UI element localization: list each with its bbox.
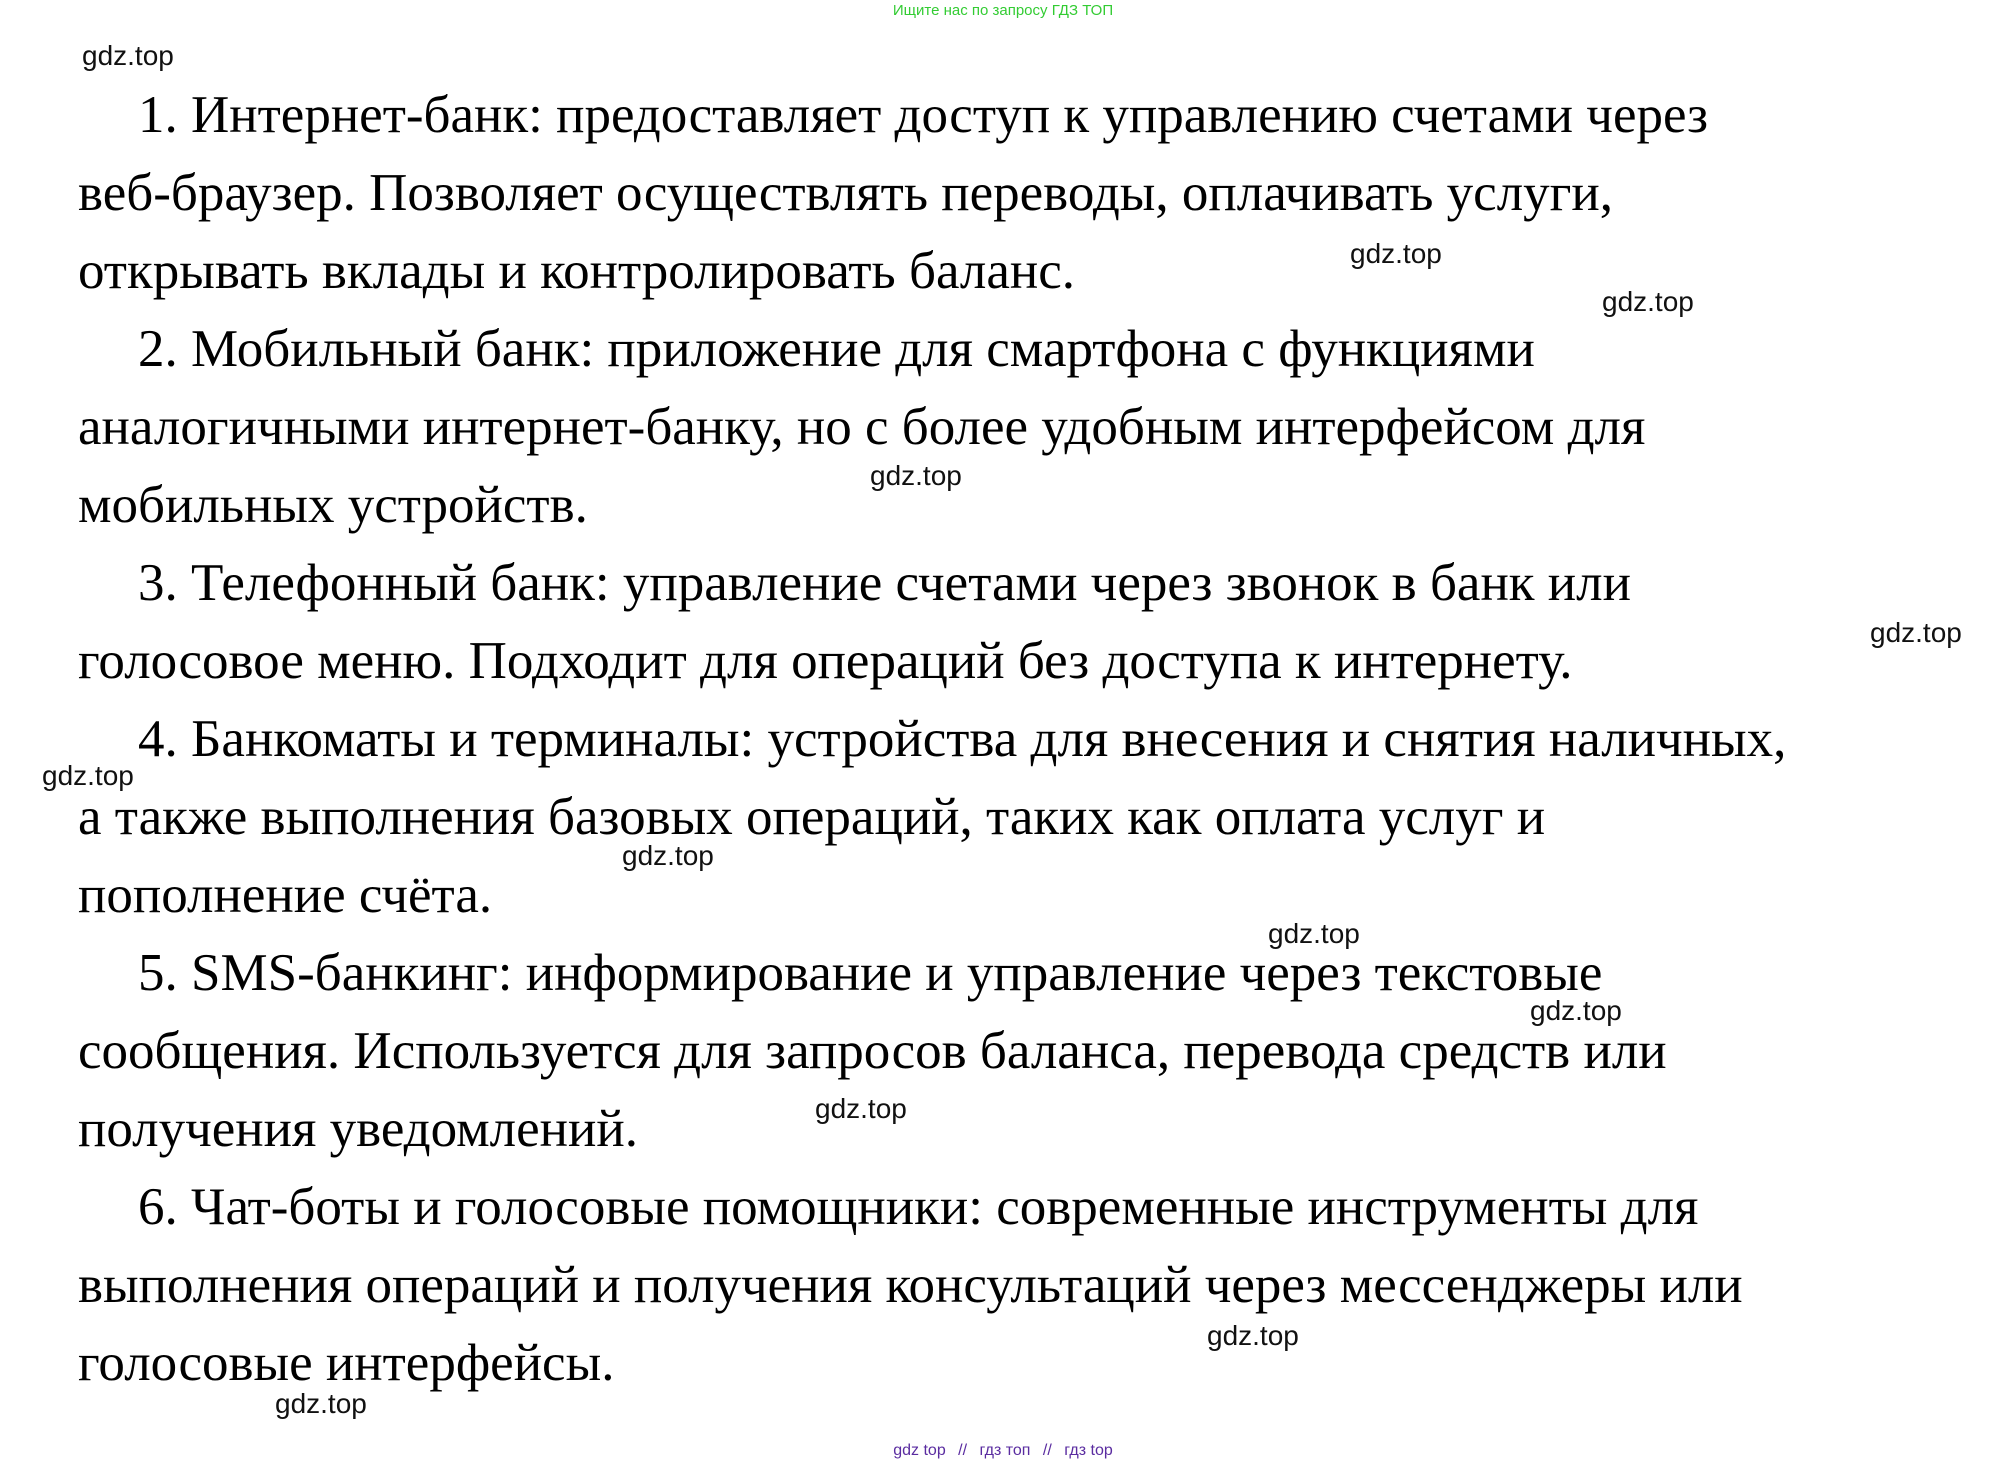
item-line: открывать вклады и контролировать баланс. bbox=[78, 242, 1076, 300]
list-item bbox=[78, 76, 1958, 310]
item-line: веб-браузер. Позволяет осуществлять переводы, оплачивать услуги, bbox=[78, 164, 1614, 222]
list-item bbox=[78, 1168, 1958, 1402]
watermark: gdz.top bbox=[1207, 1320, 1299, 1351]
footer bbox=[0, 1442, 2006, 1460]
top-banner: Ищите нас по запросу ГДЗ ТОП bbox=[892, 2, 1114, 19]
list-item bbox=[78, 544, 1958, 700]
watermark: gdz.top bbox=[1602, 286, 1694, 317]
list-item bbox=[78, 310, 1958, 544]
answer-text bbox=[78, 76, 1958, 1402]
item-line: 3. Телефонный банк: управление счетами через звонок в банк или bbox=[138, 554, 1631, 612]
footer-link[interactable]: гдз top bbox=[1064, 1442, 1113, 1459]
item-line: аналогичными интернет-банку, но с более удобным интерфейсом для bbox=[78, 398, 1646, 456]
watermark: gdz.top bbox=[622, 840, 714, 871]
watermark: gdz.top bbox=[42, 760, 134, 791]
footer-link[interactable]: гдз топ bbox=[979, 1442, 1031, 1459]
watermark: gdz.top bbox=[1350, 238, 1442, 269]
item-line: мобильных устройств. bbox=[78, 476, 588, 534]
footer-separator: // bbox=[1042, 1442, 1052, 1459]
item-line: выполнения операций и получения консультаций через мессенджеры или bbox=[78, 1256, 1743, 1314]
watermark: gdz.top bbox=[1268, 918, 1360, 949]
item-line: а также выполнения базовых операций, таких как оплата услуг и bbox=[78, 788, 1546, 846]
list-item bbox=[78, 700, 1958, 934]
watermark: gdz.top bbox=[870, 460, 962, 491]
item-line: 2. Мобильный банк: приложение для смартфона с функциями bbox=[138, 320, 1535, 378]
watermark: gdz.top bbox=[815, 1093, 907, 1124]
watermark: gdz.top bbox=[82, 40, 174, 71]
item-line: голосовые интерфейсы. bbox=[78, 1334, 615, 1392]
item-line: получения уведомлений. bbox=[78, 1100, 638, 1158]
list-item bbox=[78, 934, 1958, 1168]
item-line: 1. Интернет-банк: предоставляет доступ к управлению счетами через bbox=[138, 86, 1709, 144]
watermark: gdz.top bbox=[1870, 617, 1962, 648]
item-line: сообщения. Используется для запросов баланса, перевода средств или bbox=[78, 1022, 1667, 1080]
watermark: gdz.top bbox=[275, 1388, 367, 1419]
item-line: пополнение счёта. bbox=[78, 866, 493, 924]
footer-link[interactable]: gdz top bbox=[893, 1442, 946, 1459]
item-line: 4. Банкоматы и терминалы: устройства для внесения и снятия наличных, bbox=[138, 710, 1787, 768]
watermark: gdz.top bbox=[1530, 995, 1622, 1026]
item-line: 5. SMS-банкинг: информирование и управление через текстовые bbox=[138, 944, 1603, 1002]
item-line: 6. Чат-боты и голосовые помощники: современные инструменты для bbox=[138, 1178, 1699, 1236]
item-line: голосовое меню. Подходит для операций без доступа к интернету. bbox=[78, 632, 1573, 690]
footer-separator: // bbox=[958, 1442, 968, 1459]
